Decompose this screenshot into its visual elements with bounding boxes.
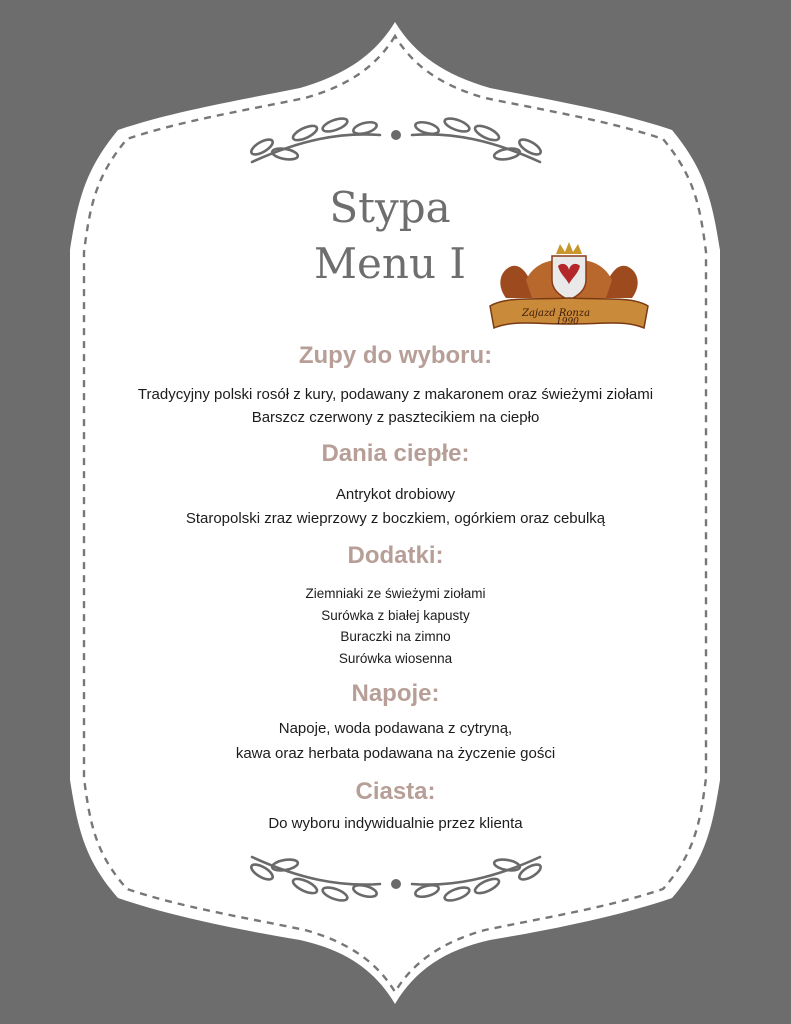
- section-heading-cakes: Ciasta:: [355, 778, 436, 805]
- logo-name-text: Zajazd Ronza: [522, 308, 591, 319]
- menu-item: Surówka wiosenna: [338, 651, 453, 666]
- menu-item: kawa oraz herbata podawana na życzenie gości: [235, 745, 556, 762]
- menu-item: Ziemniaki ze świeżymi ziołami: [305, 586, 486, 601]
- menu-item: Surówka z białej kapusty: [321, 608, 470, 623]
- logo-year-text: 1990: [556, 317, 579, 327]
- section-heading-drinks: Napoje:: [351, 680, 440, 707]
- menu-item: Napoje, woda podawana z cytryną,: [278, 720, 513, 737]
- title-line-2: Menu I: [314, 239, 466, 288]
- menu-item: Antrykot drobiowy: [335, 486, 456, 503]
- section-heading-mains: Dania ciepłe:: [321, 440, 470, 467]
- title-line-1: Stypa: [329, 183, 451, 232]
- menu-item: Buraczki na zimno: [340, 629, 451, 644]
- menu-item: Staropolski zraz wieprzowy z boczkiem, ogórkiem oraz cebulką: [185, 510, 606, 527]
- menu-item: Barszcz czerwony z pasztecikiem na ciepło: [251, 409, 540, 426]
- menu-item: Tradycyjny polski rosół z kury, podawany z makaronem oraz świeżymi ziołami: [137, 386, 654, 403]
- section-heading-soups: Zupy do wyboru:: [298, 342, 493, 369]
- section-heading-sides: Dodatki:: [347, 542, 444, 569]
- menu-item: Do wyboru indywidualnie przez klienta: [268, 815, 523, 832]
